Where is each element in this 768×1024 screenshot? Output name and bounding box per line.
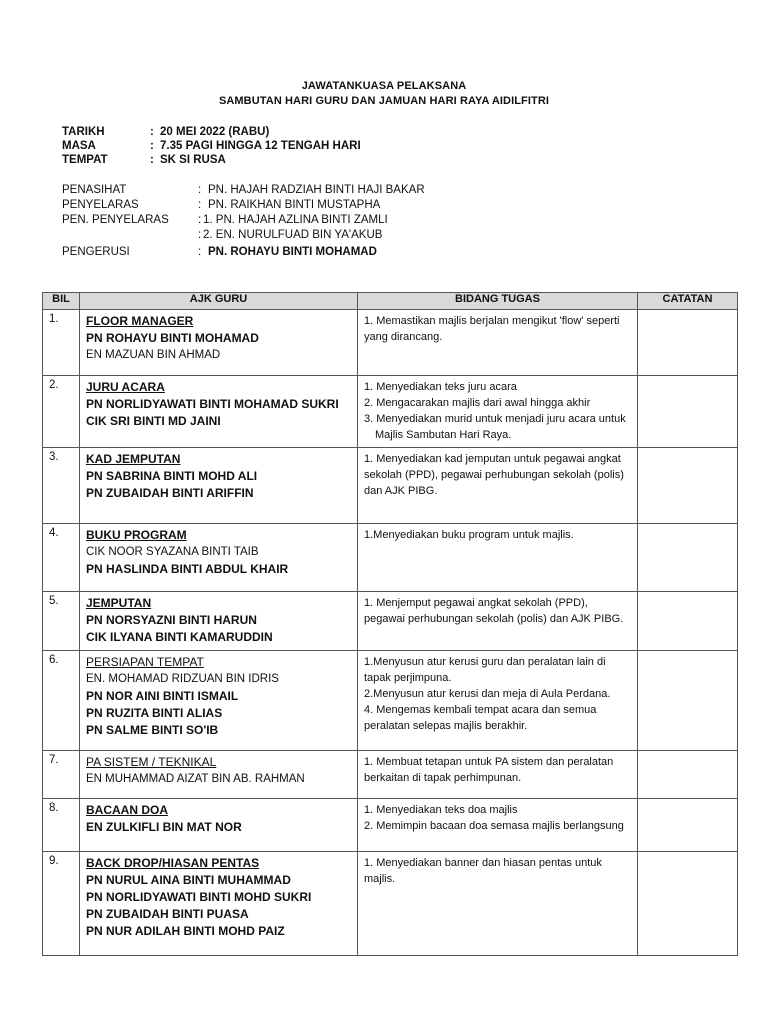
document-subtitle: SAMBUTAN HARI GURU DAN JAMUAN HARI RAYA AIDILFITRI	[218, 95, 550, 107]
info-label: TEMPAT	[62, 154, 108, 166]
notes-cell	[638, 376, 738, 448]
header-ajk-guru: AJK GURU	[80, 293, 358, 310]
committee-member: PN NORLIDYAWATI BINTI MOHAMAD SUKRI	[86, 397, 339, 411]
task-line: 1. Menyediakan teks doa majlis	[364, 804, 518, 816]
info-separator: :	[150, 126, 154, 138]
notes-cell	[638, 751, 738, 799]
staff-label: PENASIHAT	[62, 184, 127, 196]
ajk-cell	[80, 852, 358, 956]
row-number: 5.	[43, 592, 80, 651]
task-line: 1.Menyediakan buku program untuk majlis.	[364, 529, 574, 541]
committee-member: PN NURUL AINA BINTI MUHAMMAD	[86, 873, 291, 887]
document-title: JAWATANKUASA PELAKSANA	[301, 80, 467, 92]
table-row	[43, 448, 738, 524]
info-label: MASA	[62, 140, 96, 152]
table-row	[43, 310, 738, 376]
info-value: 7.35 PAGI HINGGA 12 TENGAH HARI	[160, 140, 361, 152]
ajk-cell	[80, 376, 358, 448]
committee-role: PERSIAPAN TEMPAT	[86, 655, 204, 669]
committee-role: PA SISTEM / TEKNIKAL	[86, 755, 217, 769]
row-number: 4.	[43, 524, 80, 592]
staff-separator: :	[198, 199, 202, 211]
committee-member: PN NUR ADILAH BINTI MOHD PAIZ	[86, 924, 285, 938]
notes-cell	[638, 799, 738, 852]
task-line: 3. Menyediakan murid untuk menjadi juru acara untuk	[364, 413, 626, 425]
ajk-cell	[80, 448, 358, 524]
row-number: 3.	[43, 448, 80, 524]
ajk-cell	[80, 751, 358, 799]
committee-member: PN ZUBAIDAH BINTI PUASA	[86, 907, 249, 921]
table-row	[43, 524, 738, 592]
task-cell	[358, 376, 638, 448]
committee-member: PN RUZITA BINTI ALIAS	[86, 706, 223, 720]
row-number: 1.	[43, 310, 80, 376]
row-number: 9.	[43, 852, 80, 956]
committee-table	[42, 292, 738, 956]
row-number: 8.	[43, 799, 80, 852]
notes-cell	[638, 852, 738, 956]
task-line: 1. Menyediakan teks juru acara	[364, 381, 517, 393]
info-label: TARIKH	[62, 126, 105, 138]
staff-label: PENGERUSI	[62, 246, 130, 258]
committee-member: PN NORLIDYAWATI BINTI MOHD SUKRI	[86, 890, 312, 904]
staff-value: PN. ROHAYU BINTI MOHAMAD	[208, 246, 377, 258]
staff-label: PENYELARAS	[62, 199, 139, 211]
committee-member: CIK SRI BINTI MD JAINI	[86, 414, 221, 428]
notes-cell	[638, 448, 738, 524]
row-number: 2.	[43, 376, 80, 448]
ajk-cell	[80, 592, 358, 651]
committee-member: EN MUHAMMAD AIZAT BIN AB. RAHMAN	[86, 773, 305, 785]
notes-cell	[638, 592, 738, 651]
staff-value: 2. EN. NURULFUAD BIN YA'AKUB	[203, 229, 383, 241]
task-cell	[358, 524, 638, 592]
committee-member: CIK NOOR SYAZANA BINTI TAIB	[86, 546, 259, 558]
notes-cell	[638, 310, 738, 376]
task-line: 4. Mengemas kembali tempat acara dan semua peralatan selepas majlis berakhir.	[364, 704, 597, 732]
ajk-cell	[80, 524, 358, 592]
row-number: 6.	[43, 651, 80, 751]
task-cell	[358, 592, 638, 651]
table-header-row	[43, 293, 738, 310]
staff-separator: :	[198, 184, 202, 196]
committee-role: BACK DROP/HIASAN PENTAS	[86, 856, 260, 870]
header-bidang-tugas: BIDANG TUGAS	[358, 293, 638, 310]
task-cell	[358, 448, 638, 524]
committee-member: PN SALME BINTI SO'IB	[86, 723, 219, 737]
task-line: 2.Menyusun atur kerusi dan meja di Aula Perdana.	[364, 688, 611, 700]
task-line: 1. Membuat tetapan untuk PA sistem dan peralatan berkaitan di tapak perhimpunan.	[364, 756, 614, 784]
staff-value: PN. HAJAH RADZIAH BINTI HAJI BAKAR	[208, 184, 425, 196]
info-value: SK SI RUSA	[160, 154, 226, 166]
committee-role: BACAAN DOA	[86, 803, 168, 817]
ajk-cell	[80, 799, 358, 852]
task-line: 1. Menyediakan banner dan hiasan pentas untuk majlis.	[364, 857, 602, 885]
committee-member: EN MAZUAN BIN AHMAD	[86, 349, 221, 361]
committee-member: PN SABRINA BINTI MOHD ALI	[86, 469, 258, 483]
staff-value: PN. RAIKHAN BINTI MUSTAPHA	[208, 199, 381, 211]
notes-cell	[638, 524, 738, 592]
table-row	[43, 852, 738, 956]
committee-role: BUKU PROGRAM	[86, 528, 187, 542]
committee-member: PN NOR AINI BINTI ISMAIL	[86, 689, 239, 703]
committee-role: KAD JEMPUTAN	[86, 452, 181, 466]
task-cell	[358, 751, 638, 799]
task-cell	[358, 852, 638, 956]
table-row	[43, 799, 738, 852]
info-value: 20 MEI 2022 (RABU)	[160, 126, 270, 138]
committee-member: EN ZULKIFLI BIN MAT NOR	[86, 820, 242, 834]
staff-separator: :	[198, 214, 202, 226]
ajk-cell	[80, 310, 358, 376]
ajk-cell	[80, 651, 358, 751]
committee-member: PN ZUBAIDAH BINTI ARIFFIN	[86, 486, 254, 500]
table-row	[43, 751, 738, 799]
staff-label: PEN. PENYELARAS	[62, 214, 169, 226]
task-line: 1. Menyediakan kad jemputan untuk pegawai angkat sekolah (PPD), pegawai perhubungan sekolah (polis) dan AJK PIBG.	[364, 453, 624, 497]
task-cell	[358, 651, 638, 751]
committee-member: PN NORSYAZNI BINTI HARUN	[86, 613, 257, 627]
committee-role: FLOOR MANAGER	[86, 314, 194, 328]
info-separator: :	[150, 154, 154, 166]
committee-member: CIK ILYANA BINTI KAMARUDDIN	[86, 630, 273, 644]
task-line: 2. Mengacarakan majlis dari awal hingga akhir	[364, 397, 591, 409]
table-row	[43, 376, 738, 448]
task-cell	[358, 310, 638, 376]
table-row	[43, 651, 738, 751]
task-line: 2. Memimpin bacaan doa semasa majlis berlangsung	[364, 820, 624, 832]
committee-member: PN HASLINDA BINTI ABDUL KHAIR	[86, 562, 289, 576]
staff-separator: :	[198, 229, 202, 241]
task-line: 1.Menyusun atur kerusi guru dan peralatan lain di tapak perjimpuna.	[364, 656, 606, 684]
header-bil: BIL	[43, 293, 80, 310]
table-row	[43, 592, 738, 651]
task-line: Majlis Sambutan Hari Raya.	[375, 429, 512, 441]
committee-member: PN ROHAYU BINTI MOHAMAD	[86, 331, 259, 345]
task-line: 1. Menjemput pegawai angkat sekolah (PPD), pegawai perhubungan sekolah (polis) dan AJK PIBG.	[364, 597, 624, 625]
staff-separator: :	[198, 246, 202, 258]
committee-role: JEMPUTAN	[86, 596, 152, 610]
task-line: 1. Memastikan majlis berjalan mengikut 'flow' seperti yang dirancang.	[364, 315, 620, 343]
committee-role: JURU ACARA	[86, 380, 165, 394]
staff-value: 1. PN. HAJAH AZLINA BINTI ZAMLI	[203, 214, 388, 226]
notes-cell	[638, 651, 738, 751]
header-catatan: CATATAN	[638, 293, 738, 310]
committee-member: EN. MOHAMAD RIDZUAN BIN IDRIS	[86, 673, 279, 685]
row-number: 7.	[43, 751, 80, 799]
task-cell	[358, 799, 638, 852]
info-separator: :	[150, 140, 154, 152]
